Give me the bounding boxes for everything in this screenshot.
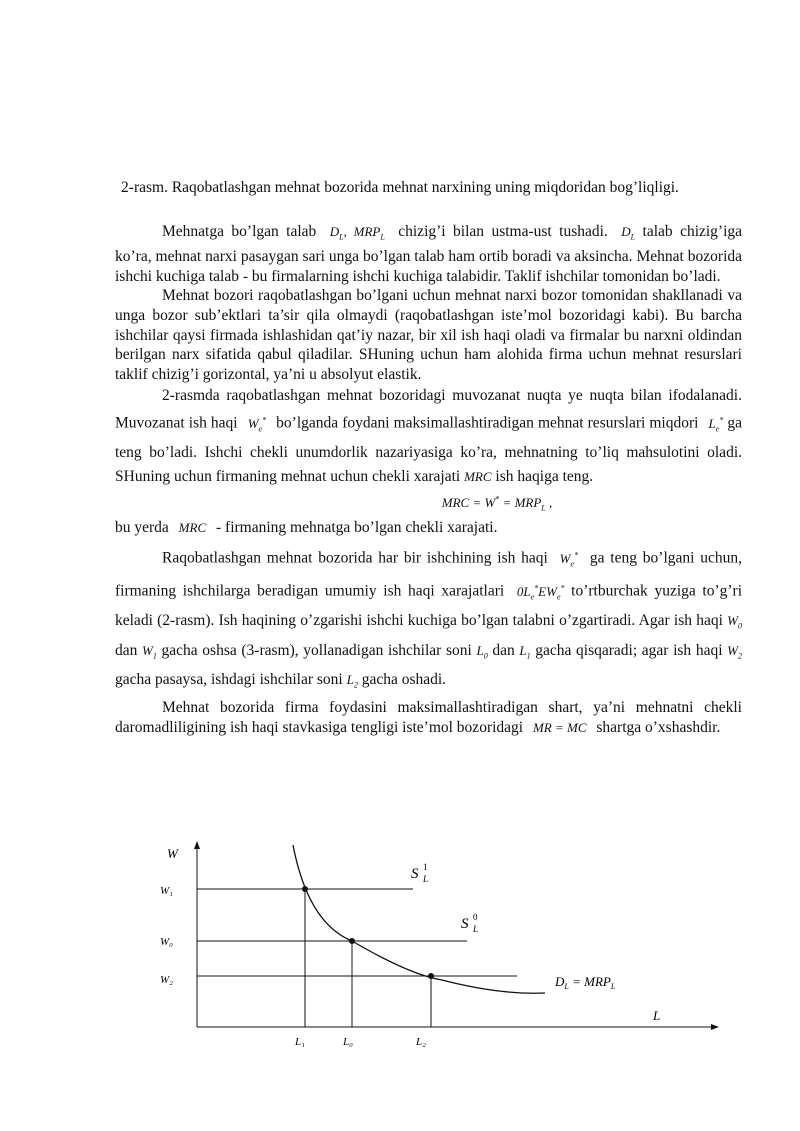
para6-text-2: shartga o’xshashdir. xyxy=(596,718,721,736)
para1-text-3: talab chizig’iga ko’ra, mehnat narxi pasaygan sari unga bo’lgan talab ham ortib boradi va aksincha. Mehnat bozorida ishchi kuchiga talab - bu firmalarning ishchi kuchiga talabidir. Taklif ishchilar tomonidan bo’ladi. xyxy=(115,223,743,285)
demand-label: $D_L = MRP_L$ xyxy=(555,974,616,991)
s0-sub: L xyxy=(473,924,479,934)
math-l1: $L_1$ xyxy=(519,642,531,661)
point-w2-l2 xyxy=(428,973,434,979)
para5-text-6: dan xyxy=(492,641,515,659)
supply-label-s0 xyxy=(461,912,478,934)
para3-text-2: bo’lganda foydani maksimallashtiradigan mehnat resurslari miqdori xyxy=(276,414,699,432)
l0-label: L₀ xyxy=(343,1036,353,1048)
math-we-star: $W_e^*$ xyxy=(247,415,267,434)
s0-base: S xyxy=(461,916,469,932)
math-we-star-2: $W_e^*$ xyxy=(559,550,579,569)
s1-base: S xyxy=(411,866,419,882)
s0-sup: 0 xyxy=(473,912,478,922)
paragraph-2: Mehnat bozori raqobatlashgan bo’lgani uchun mehnat narxi bozor tomonidan shakllanadi va unga bozor sub’ektlari ta’sir qila olmaydi (raqobatlashgan iste’mol bozoridagi kabi). Bu barcha ishchilar qaysi firmada ishlashidan qat’iy nazar, bir xil ish haqi oladi va firmalar bu narxni oldindan berilgan narx sifatida qabul qiladilar. SHuning uchun ham alohida firma uchun mehnat resurslari taklif chizig’i gorizontal, ya’ni u absolyut elastik. xyxy=(115,287,742,383)
para4-text-2: - firmaning mehnatga bo’lgan chekli xarajati. xyxy=(216,518,498,536)
math-dl-mrpl: $D_L$, $MRP_L$ xyxy=(329,224,385,242)
formula-mrc xyxy=(115,489,742,518)
x-axis-label: L xyxy=(653,1008,661,1023)
math-mrc-2: MRC xyxy=(178,519,207,535)
para5-text-1: Raqobatlashgan mehnat bozorida har bir ishchining ish haqi xyxy=(162,549,548,567)
s1-sup: 1 xyxy=(423,862,428,872)
body-text xyxy=(115,222,742,737)
math-mr-mc: MR = MC xyxy=(532,719,587,735)
para1-text-1: Mehnatga bo’lgan talab xyxy=(162,223,317,240)
l2-label: L₂ xyxy=(416,1036,426,1048)
w0-label: W₀ xyxy=(160,936,173,948)
para5-text-4: dan xyxy=(115,641,138,659)
para5-text-7: gacha qisqaradi; agar ish haqi xyxy=(535,641,723,659)
paragraph-6 xyxy=(115,698,742,737)
math-le-star: $L_e^*$ xyxy=(708,415,724,434)
paragraph-1 xyxy=(115,222,742,286)
para5-text-5: gacha oshsa (3-rasm), yollanadigan ishchilar soni xyxy=(161,641,472,659)
para3-text-3: ga teng bo’ladi. Ishchi chekli unumdorlik nazariyasiga ko’ra, mehnatning to’liq mahsulotini oladi. SHuning uchun firmaning mehnat uchun chekli xarajati xyxy=(115,414,743,486)
figure-svg xyxy=(150,835,730,1055)
math-l2: $L_2$ xyxy=(346,672,358,690)
para6-text-1: Mehnat bozorida firma foydasini maksimallashtiradigan shart, ya’ni mehnatni chekli daromadliligining ish haqi stavkasiga tengligi iste’mol bozoridagi xyxy=(115,699,742,736)
x-axis-arrow-icon xyxy=(711,1024,719,1030)
point-w1-l1 xyxy=(302,886,308,892)
l1-label: L₁ xyxy=(295,1036,305,1048)
paragraph-4 xyxy=(115,518,742,538)
para3-text-1: 2-rasmda raqobatlashgan mehnat bozoridagi muvozanat nuqta ye nuqta bilan ifodalanadi. Muvozanat ish haqi xyxy=(115,387,742,432)
y-axis-label: W xyxy=(167,846,178,861)
math-dl: $D_L$ xyxy=(621,224,636,242)
paragraph-5 xyxy=(115,543,742,698)
y-axis-arrow-icon xyxy=(194,841,200,849)
para3-text-4: ish haqiga teng. xyxy=(495,468,594,486)
para1-text-2: chizig’i bilan ustma-ust tushadi. xyxy=(398,223,608,240)
para5-text-8: gacha pasaysa, ishdagi ishchilar soni xyxy=(115,671,343,689)
para4-text-1: bu yerda xyxy=(115,518,169,536)
math-w0: $W_0$ xyxy=(727,613,742,631)
labor-market-figure xyxy=(150,835,730,1060)
w1-label: W₁ xyxy=(160,885,173,897)
math-w1: $W_1$ xyxy=(142,642,157,661)
para5-text-3: to’rtburchak yuziga to’g’ri keladi (2-rasm). Ish haqining o’zgarishi ishchi kuchiga bo’lgan talabni o’zgartiradi. Agar ish haqi xyxy=(115,582,743,630)
s1-sub: L xyxy=(423,874,429,884)
formula-expression: MRC = $W^* = MRP_L$ , xyxy=(441,494,553,513)
w2-label: W₂ xyxy=(160,974,173,986)
figure-caption: 2-rasm. Raqobatlashgan mehnat bozorida mehnat narxining uning miqdoridan bog’liqligi. xyxy=(121,179,679,196)
paragraph-3 xyxy=(115,384,742,489)
math-rectangle: $0L_e^*EW_e^*$ xyxy=(516,583,565,602)
math-mrc: MRC xyxy=(464,469,492,485)
point-w0-l0 xyxy=(349,938,355,944)
supply-label-s1 xyxy=(411,862,428,884)
para5-text-9: gacha oshadi. xyxy=(361,671,447,689)
math-w2: $W_2$ xyxy=(727,642,742,661)
demand-curve xyxy=(293,845,545,993)
math-l0: $L_0$ xyxy=(476,642,488,661)
para5-text-2: ga teng bo’lgani uchun, firmaning ishchilarga beradigan umumiy ish haqi xarajatlari xyxy=(115,549,743,600)
